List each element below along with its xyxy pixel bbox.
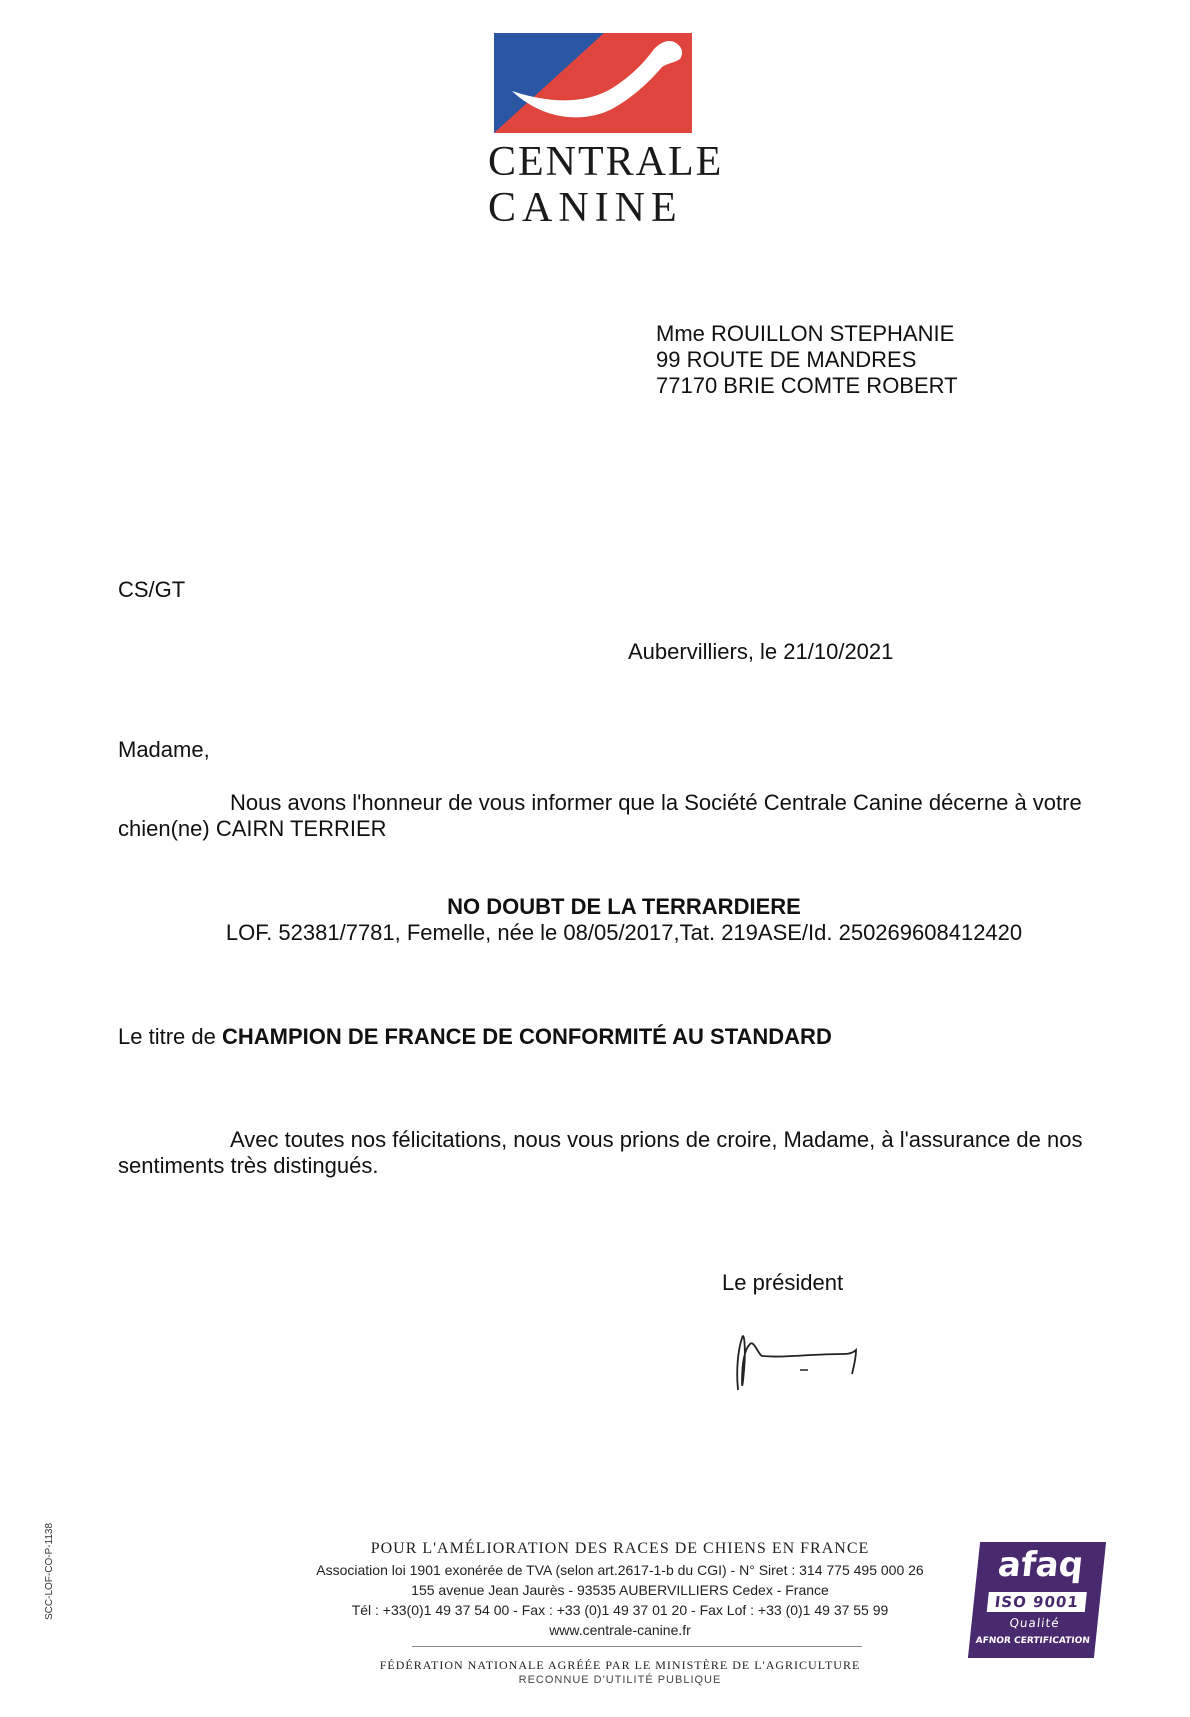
intro-line-1: Nous avons l'honneur de vous informer que la Société Centrale Canine décerne à votre [230, 790, 1082, 815]
logo-text-centrale: CENTRALE [488, 139, 724, 185]
centrale-canine-logo-flag [494, 33, 692, 133]
title-name: CHAMPION DE FRANCE DE CONFORMITÉ AU STANDARD [221, 1024, 832, 1049]
footer-federation: FÉDÉRATION NATIONALE AGRÉÉE PAR LE MINISTÈRE DE L'AGRICULTURE [379, 1658, 861, 1672]
afaq-iso-badge [968, 1542, 1106, 1658]
title-line [118, 1024, 832, 1050]
logo-text-canine: CANINE [488, 185, 683, 231]
dog-details: LOF. 52381/7781, Femelle, née le 08/05/2017,Tat. 219ASE/Id. 250269608412420 [225, 920, 1023, 945]
footer-motto: POUR L'AMÉLIORATION DES RACES DE CHIENS EN FRANCE [370, 1540, 870, 1557]
footer-association: Association loi 1901 exonérée de TVA (selon art.2617-1-b du CGI) - N° Siret : 314 775 495 000 26 [316, 1562, 924, 1578]
footer-divider [412, 1646, 862, 1647]
afaq-quality: Qualité [1008, 1616, 1061, 1630]
recipient-city: 77170 BRIE COMTE ROBERT [656, 373, 958, 398]
afaq-iso: ISO 9001 [987, 1592, 1087, 1612]
document-code: SCC-LOF-CO-P-1138 [44, 1522, 55, 1620]
footer-website[interactable]: www.centrale-canine.fr [549, 1622, 691, 1638]
dog-name: NO DOUBT DE LA TERRARDIERE [447, 894, 801, 919]
footer-recognition: RECONNUE D'UTILITÉ PUBLIQUE [518, 1674, 722, 1686]
footer-phones: Tél : +33(0)1 49 37 54 00 - Fax : +33 (0)1 49 37 01 20 - Fax Lof : +33 (0)1 49 37 55 99 [351, 1602, 889, 1618]
afaq-brand: afaq [996, 1545, 1086, 1585]
recipient-street: 99 ROUTE DE MANDRES [656, 347, 917, 372]
closing-line-1: Avec toutes nos félicitations, nous vous prions de croire, Madame, à l'assurance de nos [230, 1127, 1083, 1152]
closing-line-2: sentiments très distingués. [118, 1153, 379, 1178]
place-date: Aubervilliers, le 21/10/2021 [628, 639, 894, 664]
signatory: Le président [722, 1270, 844, 1295]
salutation: Madame, [118, 737, 210, 762]
title-prefix: Le titre de [118, 1024, 222, 1049]
afaq-cert: AFNOR CERTIFICATION [975, 1636, 1091, 1646]
footer-address: 155 avenue Jean Jaurès - 93535 AUBERVILLIERS Cedex - France [411, 1582, 829, 1598]
recipient-name: Mme ROUILLON STEPHANIE [656, 321, 955, 346]
reference: CS/GT [118, 577, 186, 602]
signature [728, 1310, 878, 1400]
intro-line-2: chien(ne) CAIRN TERRIER [118, 816, 387, 841]
